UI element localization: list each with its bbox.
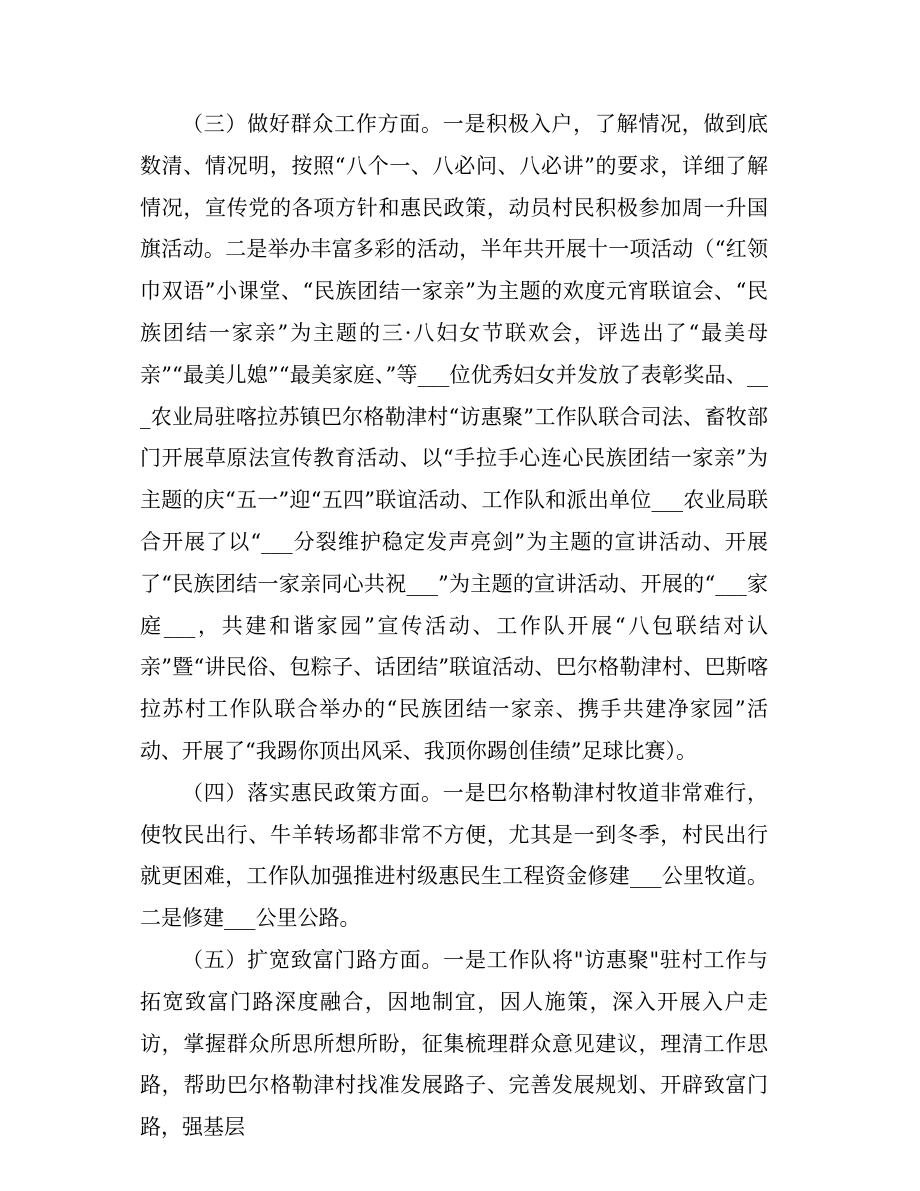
paragraph-benefit-policies: （四）落实惠民政策方面。一是巴尔格勒津村牧道非常难行，使牧民出行、牛羊转场都非常不方便，尤其是一到冬季，村民出行就更困难，工作队加强推进村级惠民生工程资金修建___公里牧道。二是修建___公里公路。 [140, 780, 768, 931]
paragraph-wealth-paths: （五）扩宽致富门路方面。一是工作队将"访惠聚"驻村工作与拓宽致富门路深度融合，因地制宜，因人施策，深入开展入户走访，掌握群众所思所想所盼，征集梳理群众意见建议，理清工作思路，帮助巴尔格勒津村找准发展路子、完善发展规划、开辟致富门路，强基层 [140, 947, 768, 1140]
paragraph-work-with-masses: （三）做好群众工作方面。一是积极入户，了解情况，做到底数清、情况明，按照“八个一、八必问、八必讲”的要求，详细了解情况，宣传党的各项方针和惠民政策，动员村民积极参加周一升国旗活动。二是举办丰富多彩的活动，半年共开展十一项活动（“红领巾双语”小课堂、“民族团结一家亲”为主题的欢度元宵联谊会、“民族团结一家亲”为主题的三·八妇女节联欢会，评选出了“最美母亲”“最美儿媳”“最美家庭、”等___位优秀妇女并发放了表彰奖品、___农业局驻喀拉苏镇巴尔格勒津村“访惠聚”工作队联合司法、畜牧部门开展草原法宣传教育活动、以“手拉手心连心民族团结一家亲”为主题的庆“五一”迎“五四”联谊活动、工作队和派出单位___农业局联合开展了以“___分裂维护稳定发声亮剑”为主题的宣讲活动、开展了“民族团结一家亲同心共祝___”为主题的宣讲活动、开展的“___家庭___，共建和谐家园”宣传活动、工作队开展“八包联结对认亲”暨“讲民俗、包粽子、话团结”联谊活动、巴尔格勒津村、巴斯喀拉苏村工作队联合举办的“民族团结一家亲、携手共建净家园”活动、开展了“我踢你顶出风采、我顶你踢创佳绩”足球比赛）。 [140, 112, 768, 763]
document-body [140, 104, 768, 1149]
